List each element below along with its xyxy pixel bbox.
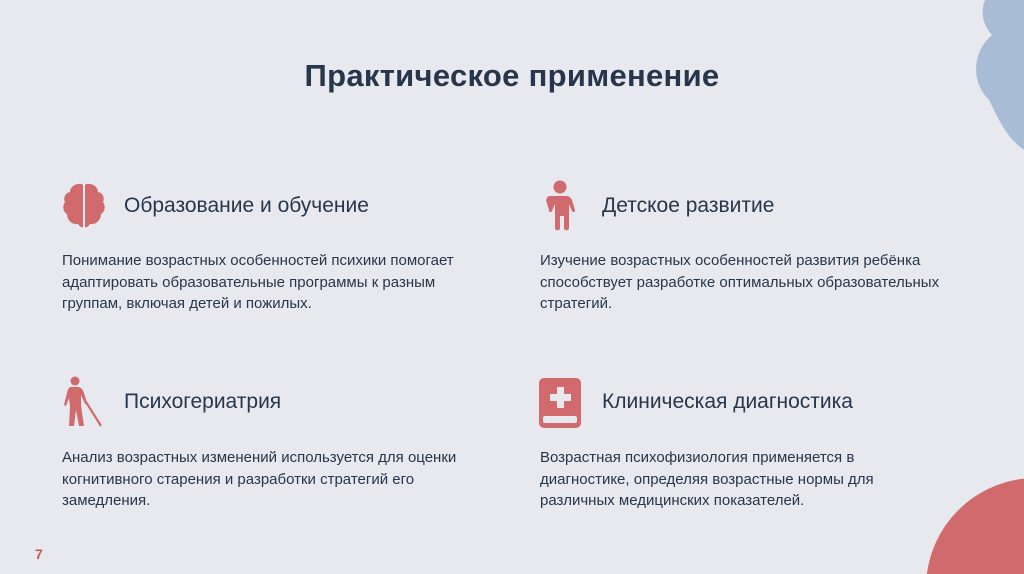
child-icon — [540, 180, 584, 232]
card-heading: Детское развитие — [602, 194, 775, 217]
card-description: Изучение возрастных особенностей развития ребёнка способствует разработке оптимальных образовательных стратегий. — [540, 252, 940, 312]
medical-book-icon — [538, 378, 582, 430]
card-heading: Клиническая диагностика — [602, 390, 853, 413]
card-description: Возрастная психофизиология применяется в диагностике, определяя возрастные нормы для различных медицинских показателей. — [540, 449, 874, 509]
slide-title: Практическое применение — [304, 58, 720, 93]
card-description: Анализ возрастных изменений используется для оценки когнитивного старения и разработки стратегий его замедления. — [62, 449, 457, 509]
card-description: Понимание возрастных особенностей психики помогает адаптировать образовательные программы к разным группам, включая детей и пожилых. — [62, 252, 454, 312]
card-heading: Психогериатрия — [124, 390, 282, 413]
decorative-circle-bottom — [926, 478, 1024, 574]
brain-icon — [62, 180, 106, 232]
page-number: 7 — [35, 546, 43, 562]
card-heading: Образование и обучение — [124, 194, 369, 217]
elderly-cane-icon — [62, 376, 106, 428]
